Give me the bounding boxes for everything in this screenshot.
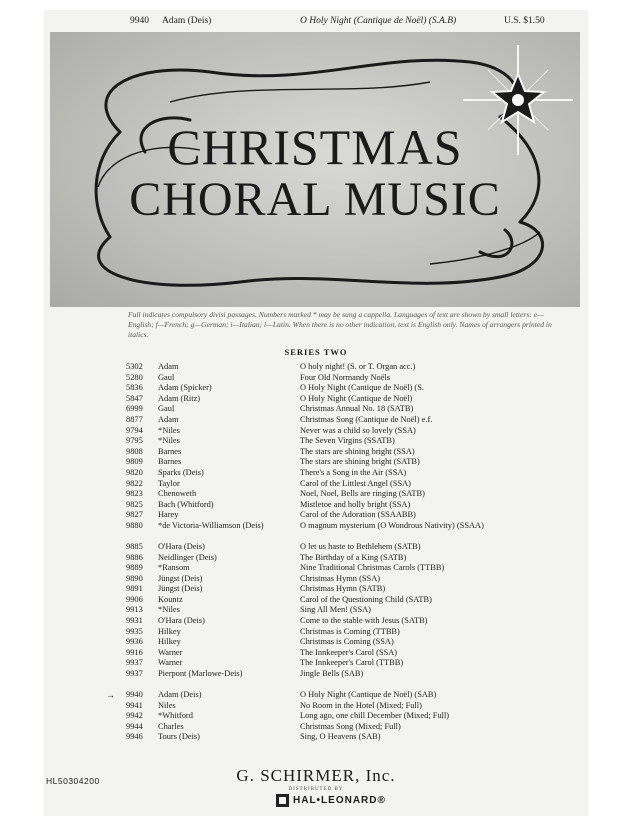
entry-composer: Warner: [158, 658, 183, 668]
list-item: [114, 563, 584, 574]
entry-composer: Tours (Deis): [158, 732, 200, 742]
list-item: [114, 436, 584, 447]
entry-number: 9944: [126, 721, 143, 731]
distributor-logo: [276, 794, 386, 808]
entry-composer: Jüngst (Deis): [158, 584, 203, 594]
entry-number: 9941: [126, 700, 143, 710]
entry-title: Christmas is Coming (TTBB): [300, 626, 400, 636]
entry-title: Never was a child so lovely (SSA): [300, 425, 416, 435]
entry-composer: Gaul: [158, 372, 175, 382]
entry-composer: *Ransom: [158, 563, 190, 573]
list-item: [114, 574, 584, 585]
list-item: [114, 447, 584, 458]
list-item: [114, 542, 584, 553]
publisher-name: G. SCHIRMER, Inc.: [236, 766, 396, 785]
list-item: [114, 605, 584, 616]
list-item: [114, 415, 584, 426]
entry-composer: Pierpont (Marlowe-Deis): [158, 669, 243, 679]
entry-title: Christmas Hymn (SATB): [300, 584, 386, 594]
entry-number: 5847: [126, 393, 143, 403]
header-title: O Holy Night (Cantique de Noël) (S.A.B): [300, 16, 457, 26]
entry-number: 9886: [126, 552, 143, 562]
entry-composer: Hilkey: [158, 637, 181, 647]
header-line: [44, 10, 588, 32]
entry-number: 9931: [126, 616, 143, 626]
entry-title: Christmas Song (Mixed; Full): [300, 721, 401, 731]
score-cover-page: [44, 10, 588, 816]
entry-number: 9809: [126, 457, 143, 467]
hal-leonard-icon: [276, 794, 289, 807]
entry-composer: Kountz: [158, 594, 183, 604]
entry-number: 9937: [126, 658, 143, 668]
list-item: [114, 627, 584, 638]
entry-title: Christmas Hymn (SSA): [300, 573, 381, 583]
entry-title: O let us haste to Bethlehem (SATB): [300, 541, 421, 551]
entry-composer: Neidlinger (Deis): [158, 552, 217, 562]
entry-composer: *Niles: [158, 436, 180, 446]
entry-number: 9885: [126, 541, 143, 551]
cover-banner: [50, 32, 580, 307]
list-item: [114, 362, 584, 373]
entry-title: Four Old Normandy Noëls: [300, 372, 391, 382]
entry-number: 9795: [126, 436, 143, 446]
entry-composer: O'Hara (Deis): [158, 541, 205, 551]
list-item: [106, 690, 584, 701]
entry-composer: Barnes: [158, 457, 182, 467]
entry-title: No Room in the Hotel (Mixed; Full): [300, 700, 422, 710]
list-item: [114, 732, 584, 743]
entry-composer: Adam (Deis): [158, 690, 202, 700]
entry-number: 9822: [126, 478, 143, 488]
entry-title: Nine Traditional Christmas Carols (TTBB): [300, 563, 445, 573]
entry-composer: Jüngst (Deis): [158, 573, 203, 583]
entry-composer: Adam: [158, 362, 179, 371]
list-item: [114, 468, 584, 479]
entry-composer: Warner: [158, 647, 183, 657]
entry-composer: Gaul: [158, 404, 175, 414]
list-item: [114, 637, 584, 648]
entry-composer: *de Victoria-Williamson (Deis): [158, 520, 264, 530]
entry-number: 5836: [126, 383, 143, 393]
entry-number: 9820: [126, 467, 143, 477]
list-item: [114, 383, 584, 394]
entry-title: O Holy Night (Cantique de Noël): [300, 393, 413, 403]
entry-number: 9808: [126, 446, 143, 456]
entry-title: The Birthday of a King (SATB): [300, 552, 407, 562]
entry-number: 8877: [126, 414, 143, 424]
list-item: [114, 669, 584, 690]
list-item: [114, 584, 584, 595]
list-item: [114, 553, 584, 564]
entry-number: 9823: [126, 489, 143, 499]
entry-title: Carol of the Adoration (SSAABB): [300, 510, 416, 520]
list-item: [114, 595, 584, 606]
arrow-right-icon: →: [106, 690, 115, 701]
entry-composer: Adam (Ritz): [158, 393, 201, 403]
entry-composer: Niles: [158, 700, 176, 710]
list-item: [114, 722, 584, 733]
list-item: [114, 521, 584, 542]
entry-title: O Holy Night (Cantique de Noël) (SAB): [300, 690, 437, 700]
entry-composer: Adam (Spicker): [158, 383, 212, 393]
list-item: [114, 648, 584, 659]
list-item: [114, 500, 584, 511]
entry-title: Sing All Men! (SSA): [300, 605, 371, 615]
catalog-number: HL50304200: [46, 776, 100, 786]
entry-title: Christmas Annual No. 18 (SATB): [300, 404, 414, 414]
header-composer: Adam (Deis): [162, 16, 212, 26]
entry-number: 9880: [126, 520, 143, 530]
entry-number: 9890: [126, 573, 143, 583]
entry-composer: Taylor: [158, 478, 180, 488]
entry-title: The Innkeeper's Carol (TTBB): [300, 658, 404, 668]
list-item: [114, 404, 584, 415]
entry-number: 9794: [126, 425, 143, 435]
entry-title: Carol of the Littlest Angel (SSA): [300, 478, 411, 488]
entry-number: 9913: [126, 605, 143, 615]
entry-number: 9946: [126, 732, 143, 742]
distributor-name: HAL•LEONARD®: [293, 795, 386, 806]
entry-title: The Seven Virgins (SSATB): [300, 436, 395, 446]
cover-title-line1: CHRISTMAS: [167, 119, 463, 175]
entry-number: 9916: [126, 647, 143, 657]
entry-title: The stars are shining bright (SSA): [300, 446, 415, 456]
entry-number: 9936: [126, 637, 143, 647]
entry-number: 9906: [126, 594, 143, 604]
list-item: [114, 426, 584, 437]
list-item: [114, 489, 584, 500]
entry-title: Sing, O Heavens (SAB): [300, 732, 381, 742]
list-item: [114, 373, 584, 384]
list-item: [114, 711, 584, 722]
entry-number: 9940: [126, 690, 143, 700]
header-price: U.S. $1.50: [504, 16, 545, 26]
cover-title-line2: CHORAL MUSIC: [129, 173, 501, 226]
entry-composer: *Niles: [158, 425, 180, 435]
entry-number: 5280: [126, 372, 143, 382]
entry-number: 9891: [126, 584, 143, 594]
entry-title: The Innkeeper's Carol (SSA): [300, 647, 398, 657]
entry-composer: Bach (Whitford): [158, 499, 214, 509]
series-heading: SERIES TWO: [284, 347, 348, 357]
distributed-by: DISTRIBUTED BY: [288, 787, 344, 792]
entry-composer: Hilkey: [158, 626, 181, 636]
entry-title: Christmas Song (Cantique de Noël) e.f.: [300, 414, 433, 424]
entry-title: O Holy Night (Cantique de Noël) (S.: [300, 383, 424, 393]
entry-title: There's a Song in the Air (SSA): [300, 467, 407, 477]
entry-title: Noel, Noel, Bells are ringing (SATB): [300, 489, 425, 499]
entry-number: 9825: [126, 499, 143, 509]
entry-number: 9889: [126, 563, 143, 573]
entry-title: Come to the stable with Jesus (SATB): [300, 616, 428, 626]
entry-composer: Adam: [158, 414, 179, 424]
entry-number: 9942: [126, 711, 143, 721]
list-item: [114, 510, 584, 521]
list-item: [114, 658, 584, 669]
list-item: [114, 701, 584, 712]
list-item: [114, 616, 584, 627]
header-number: 9940: [130, 16, 149, 26]
entry-number: 5302: [126, 362, 143, 371]
entry-title: Christmas is Coming (SSA): [300, 637, 394, 647]
list-item: [114, 394, 584, 405]
entry-title: Jingle Bells (SAB): [300, 669, 364, 679]
entry-title: Mistletoe and holly bright (SSA): [300, 499, 411, 509]
entry-composer: Harey: [158, 510, 179, 520]
catalog-list: [106, 362, 584, 743]
entry-number: 9935: [126, 626, 143, 636]
entry-composer: Chenoweth: [158, 489, 197, 499]
entry-composer: *Niles: [158, 605, 180, 615]
entry-title: Long ago, one chill December (Mixed; Full): [300, 711, 450, 721]
entry-title: The stars are shining bright (SATB): [300, 457, 420, 467]
entry-composer: O'Hara (Deis): [158, 616, 205, 626]
entry-number: 6999: [126, 404, 143, 414]
entry-number: 9937: [126, 669, 143, 679]
entry-composer: Barnes: [158, 446, 182, 456]
entry-title: O holy night! (S. or T. Organ acc.): [300, 362, 416, 371]
entry-composer: Sparks (Deis): [158, 467, 204, 477]
entry-title: O magnum mysterium (O Wondrous Nativity) (SSAA): [300, 520, 484, 530]
list-item: [114, 479, 584, 490]
entry-composer: *Whitford: [158, 711, 193, 721]
list-item: [114, 457, 584, 468]
entry-composer: Charles: [158, 721, 184, 731]
entry-number: 9827: [126, 510, 143, 520]
legend-text: Full indicates compulsory divisi passages. Numbers marked * may be sung a cappella. Languages of text are shown by small letters: e—English; f—French; g—German; i—Italian; l—Latin. When there is no other indication, text is English only. Names of arrangers printed in italics.: [128, 310, 552, 339]
entry-title: Carol of the Questioning Child (SATB): [300, 594, 432, 604]
